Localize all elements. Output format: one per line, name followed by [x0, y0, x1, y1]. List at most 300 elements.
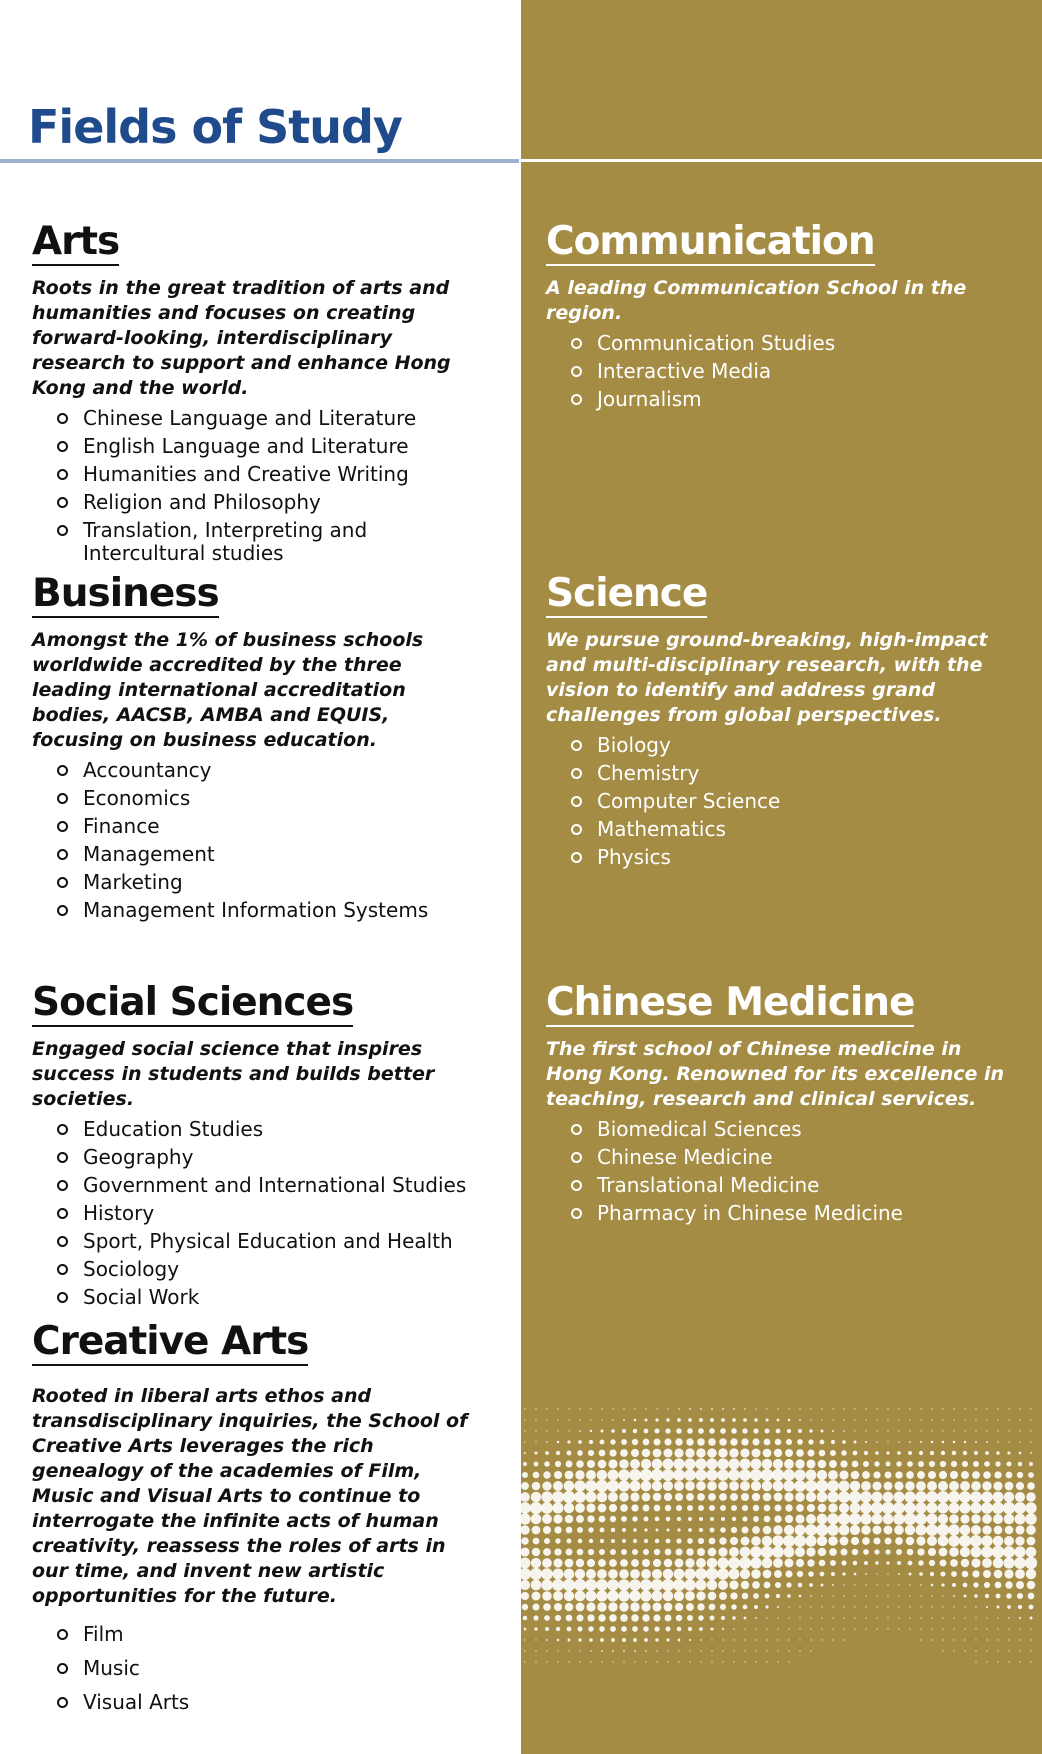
halftone-dot [673, 1579, 685, 1591]
halftone-dot [579, 1408, 580, 1409]
halftone-dot [894, 1481, 903, 1490]
halftone-dot [940, 1571, 945, 1576]
halftone-dot [552, 1491, 564, 1503]
halftone-dot [678, 1661, 679, 1662]
halftone-dot [717, 1557, 728, 1568]
halftone-dot [575, 1591, 586, 1602]
list-item: Economics [32, 787, 487, 810]
halftone-dot [766, 1661, 767, 1662]
halftone-dot [566, 1527, 573, 1534]
list-item: Sociology [32, 1258, 487, 1281]
halftone-dot [1027, 1581, 1036, 1590]
halftone-dot [876, 1584, 877, 1585]
halftone-dot [541, 1568, 553, 1580]
halftone-dot [629, 1579, 641, 1591]
halftone-dot [717, 1568, 729, 1580]
halftone-dot [521, 1547, 530, 1556]
halftone-dot [676, 1505, 682, 1511]
list-item: Journalism [546, 388, 1016, 411]
halftone-dot [762, 1558, 773, 1569]
halftone-dot [763, 1526, 772, 1535]
halftone-dot [524, 1430, 525, 1431]
halftone-dot [1003, 1546, 1015, 1558]
halftone-dot [854, 1419, 855, 1420]
halftone-dot [798, 1583, 802, 1587]
halftone-dot [599, 1626, 605, 1632]
halftone-dot [928, 1471, 936, 1479]
halftone-dot [796, 1559, 804, 1567]
halftone-dot [643, 1626, 649, 1632]
halftone-dot [755, 1408, 757, 1410]
halftone-dot [667, 1408, 669, 1410]
halftone-dot [654, 1626, 659, 1631]
halftone-dot [799, 1639, 800, 1640]
halftone-dot [601, 1408, 602, 1409]
halftone-dot [708, 1438, 716, 1446]
halftone-dot [579, 1419, 580, 1420]
halftone-dot [531, 1580, 542, 1591]
halftone-dot [1025, 1557, 1037, 1569]
halftone-dot [631, 1559, 639, 1567]
halftone-dot [873, 1526, 882, 1535]
halftone-dot [842, 1440, 846, 1444]
halftone-dot [598, 1614, 606, 1622]
halftone-dot [653, 1449, 662, 1458]
list-item: Mathematics [546, 818, 1016, 841]
halftone-dot [806, 1547, 815, 1556]
halftone-dot [600, 1539, 604, 1543]
halftone-dot [601, 1661, 602, 1662]
halftone-dot [711, 1661, 712, 1662]
halftone-dot [995, 1582, 1002, 1589]
halftone-dot [687, 1428, 693, 1434]
halftone-dot [751, 1481, 761, 1491]
halftone-dot [665, 1615, 672, 1622]
halftone-dot [1005, 1482, 1014, 1491]
halftone-dot [576, 1460, 584, 1468]
halftone-dot [817, 1470, 827, 1480]
halftone-dot [611, 1528, 615, 1532]
halftone-dot [543, 1603, 551, 1611]
halftone-dot [546, 1419, 547, 1420]
halftone-dot [676, 1538, 681, 1543]
halftone-dot [959, 1502, 970, 1513]
halftone-dot [775, 1582, 781, 1588]
halftone-dot [588, 1549, 594, 1555]
halftone-dot [719, 1592, 727, 1600]
halftone-dot [706, 1568, 718, 1580]
halftone-dot [599, 1450, 606, 1457]
halftone-dot [717, 1469, 729, 1481]
halftone-dot [587, 1559, 595, 1567]
halftone-dot [777, 1628, 778, 1629]
halftone-dot [843, 1628, 844, 1629]
halftone-dot [1014, 1502, 1026, 1514]
halftone-dot [722, 1628, 724, 1630]
halftone-dot [553, 1481, 563, 1491]
halftone-dot [546, 1430, 547, 1431]
halftone-dot [832, 1419, 833, 1420]
halftone-dot [643, 1439, 650, 1446]
halftone-dot [960, 1547, 970, 1557]
list-item: Chinese Language and Literature [32, 407, 487, 430]
halftone-dot [623, 1408, 624, 1409]
halftone-dot [919, 1451, 923, 1455]
halftone-dot [596, 1480, 608, 1492]
list-item: Education Studies [32, 1118, 487, 1141]
halftone-dot [799, 1606, 800, 1607]
halftone-dot [652, 1481, 662, 1491]
halftone-dot [764, 1505, 771, 1512]
halftone-dot [931, 1595, 932, 1596]
halftone-dot [765, 1418, 768, 1421]
halftone-dot [674, 1448, 683, 1457]
halftone-dot [993, 1558, 1004, 1569]
halftone-dot [982, 1481, 991, 1490]
halftone-dot [786, 1582, 791, 1587]
halftone-dot [897, 1451, 901, 1455]
halftone-dot [742, 1428, 747, 1433]
halftone-dot [1030, 1661, 1031, 1662]
halftone-dot [544, 1615, 550, 1621]
halftone-dot [609, 1614, 617, 1622]
section-title: Social Sciences [32, 980, 354, 1025]
halftone-dot [708, 1548, 717, 1557]
halftone-dot [821, 1606, 822, 1607]
halftone-dot [926, 1502, 937, 1513]
halftone-dot [709, 1604, 716, 1611]
halftone-dot [865, 1617, 866, 1618]
halftone-dot [839, 1470, 848, 1479]
halftone-dot [632, 1439, 638, 1445]
halftone-dot [919, 1572, 923, 1576]
halftone-dot [622, 1638, 626, 1642]
halftone-dot [688, 1627, 692, 1631]
halftone-dot [534, 1462, 539, 1467]
halftone-dot [566, 1615, 573, 1622]
halftone-dot [827, 1513, 838, 1524]
list-item: Computer Science [546, 790, 1016, 813]
halftone-dot [590, 1650, 592, 1652]
halftone-dot [975, 1419, 976, 1420]
halftone-dot [873, 1471, 880, 1478]
halftone-dot [521, 1592, 529, 1600]
halftone-dot [1017, 1472, 1023, 1478]
halftone-dot [752, 1493, 760, 1501]
halftone-dot [794, 1469, 805, 1480]
halftone-dot [533, 1472, 540, 1479]
halftone-dot [832, 1606, 833, 1607]
halftone-dot [600, 1440, 605, 1445]
halftone-dot [774, 1504, 781, 1511]
halftone-dot [585, 1491, 596, 1502]
halftone-dot [915, 1502, 926, 1513]
halftone-dot [620, 1504, 628, 1512]
halftone-dot [641, 1602, 650, 1611]
halftone-dot [673, 1469, 685, 1481]
halftone-dot [797, 1439, 803, 1445]
halftone-dot [589, 1638, 593, 1642]
halftone-dot [983, 1471, 991, 1479]
halftone-dot [908, 1561, 913, 1566]
halftone-dot [1030, 1650, 1031, 1651]
halftone-dot [621, 1549, 627, 1555]
halftone-dot [831, 1440, 835, 1444]
halftone-dot [951, 1571, 957, 1577]
halftone-dot [975, 1430, 976, 1431]
halftone-dot [634, 1408, 635, 1409]
halftone-dot [941, 1583, 944, 1586]
halftone-dot [774, 1493, 783, 1502]
halftone-dot [942, 1606, 943, 1607]
halftone-dot [907, 1549, 914, 1556]
halftone-dot [731, 1604, 736, 1609]
halftone-dot [799, 1617, 800, 1618]
halftone-dot [843, 1584, 844, 1585]
halftone-dot [665, 1428, 670, 1433]
halftone-dot [851, 1471, 860, 1480]
halftone-dot [898, 1628, 899, 1629]
halftone-dot [774, 1449, 782, 1457]
halftone-dot [1015, 1525, 1024, 1534]
halftone-dot [597, 1569, 607, 1579]
halftone-dot [708, 1592, 717, 1601]
halftone-dot [787, 1594, 790, 1597]
halftone-dot [821, 1628, 822, 1629]
halftone-dot [530, 1568, 542, 1580]
halftone-dot [721, 1517, 725, 1521]
halftone-dot [975, 1441, 977, 1443]
halftone-dot [598, 1460, 607, 1469]
halftone-dot [674, 1569, 685, 1580]
halftone-dot [832, 1584, 834, 1586]
halftone-dot [728, 1469, 740, 1481]
halftone-dot [599, 1549, 605, 1555]
halftone-dot [884, 1537, 891, 1544]
halftone-dot [996, 1451, 1000, 1455]
halftone-dot [755, 1628, 756, 1629]
halftone-dot [696, 1558, 706, 1568]
halftone-dot [931, 1584, 934, 1587]
halftone-dot [937, 1491, 949, 1503]
halftone-dot [806, 1492, 816, 1502]
halftone-dot [564, 1591, 574, 1601]
header-divider [0, 159, 519, 163]
halftone-dot [711, 1639, 712, 1640]
halftone-dot [643, 1549, 649, 1555]
halftone-dot [839, 1503, 849, 1513]
halftone-dot [959, 1535, 971, 1547]
halftone-dot [854, 1617, 855, 1618]
halftone-dot [686, 1548, 694, 1556]
halftone-dot [640, 1579, 652, 1591]
halftone-dot [710, 1528, 715, 1533]
halftone-dot [777, 1661, 778, 1662]
halftone-dot [730, 1592, 737, 1599]
halftone-dot [568, 1419, 569, 1420]
halftone-dot [545, 1451, 549, 1455]
halftone-dot [852, 1549, 858, 1555]
halftone-dot [685, 1591, 695, 1601]
halftone-dot [930, 1451, 934, 1455]
halftone-dot [753, 1428, 758, 1433]
halftone-dot [971, 1558, 980, 1567]
halftone-dot [929, 1461, 935, 1467]
halftone-dot [920, 1419, 921, 1420]
halftone-dot [843, 1617, 844, 1618]
halftone-dot [729, 1481, 739, 1491]
halftone-dot [674, 1591, 684, 1601]
halftone-dot [755, 1661, 756, 1662]
halftone-dot [642, 1559, 650, 1567]
halftone-dot [552, 1579, 564, 1591]
halftone-dot [788, 1617, 789, 1618]
halftone-dot [541, 1502, 553, 1514]
halftone-dot [645, 1650, 647, 1652]
halftone-dot [667, 1650, 668, 1651]
halftone-dot [634, 1661, 635, 1662]
halftone-dot [874, 1549, 879, 1554]
halftone-dot [920, 1595, 921, 1596]
halftone-dot [853, 1561, 858, 1566]
halftone-dot [849, 1513, 861, 1525]
halftone-dot [818, 1504, 827, 1513]
halftone-dot [964, 1606, 965, 1607]
halftone-dot [964, 1419, 965, 1420]
halftone-dot [707, 1481, 717, 1491]
halftone-dot [754, 1605, 758, 1609]
halftone-dot [596, 1590, 607, 1601]
halftone-dot [893, 1502, 905, 1514]
halftone-dot [664, 1603, 673, 1612]
halftone-dot [773, 1558, 783, 1568]
halftone-dot [872, 1492, 883, 1503]
halftone-dot [816, 1480, 828, 1492]
halftone-dot [574, 1579, 586, 1591]
halftone-dot [534, 1627, 537, 1630]
halftone-dot [865, 1595, 866, 1596]
halftone-dot [974, 1451, 978, 1455]
section-title: Arts [32, 219, 120, 264]
halftone-dot [898, 1430, 899, 1431]
halftone-dot [909, 1408, 910, 1409]
halftone-dot [970, 1491, 982, 1503]
halftone-dot [787, 1429, 791, 1433]
halftone-dot [1026, 1547, 1037, 1558]
halftone-dot [818, 1460, 827, 1469]
halftone-dot [620, 1449, 628, 1457]
halftone-dot [633, 1429, 637, 1433]
halftone-dot [928, 1548, 936, 1556]
halftone-dot [744, 1617, 747, 1620]
halftone-dot [740, 1481, 750, 1491]
halftone-dot [806, 1470, 817, 1481]
halftone-dot [521, 1558, 530, 1569]
halftone-dot [524, 1661, 525, 1662]
halftone-dot [619, 1569, 629, 1579]
halftone-dot [621, 1516, 627, 1522]
halftone-dot [674, 1481, 684, 1491]
halftone-dot [810, 1408, 811, 1409]
halftone-dot [982, 1514, 992, 1524]
halftone-dot [553, 1591, 563, 1601]
halftone-dot [993, 1481, 1002, 1490]
halftone-dot [611, 1539, 615, 1543]
halftone-dot [942, 1628, 943, 1629]
halftone-dot [730, 1438, 738, 1446]
halftone-dot [574, 1480, 585, 1491]
halftone-dot [920, 1430, 921, 1431]
halftone-dot [951, 1461, 957, 1467]
halftone-dot [850, 1525, 860, 1535]
halftone-dot [686, 1438, 694, 1446]
halftone-dot [731, 1428, 737, 1434]
halftone-dot [783, 1535, 795, 1547]
halftone-dot [720, 1604, 726, 1610]
halftone-dot [563, 1491, 575, 1503]
halftone-dot [557, 1430, 558, 1431]
program-list [32, 1118, 487, 1309]
halftone-dot [806, 1514, 816, 1524]
halftone-dot [894, 1525, 904, 1535]
halftone-dot [755, 1639, 756, 1640]
halftone-dot [564, 1481, 575, 1492]
halftone-dot [653, 1493, 662, 1502]
halftone-dot [953, 1617, 954, 1618]
halftone-dot [887, 1628, 888, 1629]
halftone-dot [673, 1458, 684, 1469]
halftone-dot [783, 1480, 794, 1491]
halftone-dot [733, 1408, 735, 1410]
halftone-dot [633, 1539, 637, 1543]
halftone-dot [577, 1626, 582, 1631]
halftone-dot [732, 1517, 736, 1521]
halftone-dot [618, 1469, 629, 1480]
halftone-dot [1003, 1557, 1014, 1568]
halftone-dot [886, 1451, 889, 1454]
halftone-dot [896, 1461, 901, 1466]
halftone-dot [667, 1661, 668, 1662]
halftone-dot [630, 1569, 640, 1579]
halftone-dot [832, 1639, 833, 1640]
halftone-dot [964, 1639, 965, 1640]
halftone-dot [629, 1590, 640, 1601]
halftone-dot [843, 1606, 844, 1607]
halftone-dot [568, 1661, 569, 1662]
program-list [32, 759, 487, 922]
halftone-dot [926, 1491, 938, 1503]
halftone-dot [905, 1481, 915, 1491]
halftone-dot [918, 1461, 924, 1467]
halftone-dot [807, 1559, 814, 1566]
list-item: Interactive Media [546, 360, 1016, 383]
halftone-dot [843, 1419, 844, 1420]
halftone-dot [576, 1515, 584, 1523]
halftone-dot [633, 1528, 637, 1532]
halftone-dot [706, 1469, 718, 1481]
halftone-dot [524, 1628, 527, 1631]
halftone-dot [522, 1604, 528, 1610]
halftone-dot [665, 1549, 672, 1556]
halftone-dot [1005, 1526, 1014, 1535]
halftone-dot [579, 1430, 581, 1432]
halftone-dot [908, 1451, 912, 1455]
halftone-dot [986, 1650, 987, 1651]
halftone-dot [896, 1549, 902, 1555]
halftone-dot [709, 1428, 715, 1434]
halftone-dot [640, 1469, 652, 1481]
halftone-dot [766, 1650, 767, 1651]
